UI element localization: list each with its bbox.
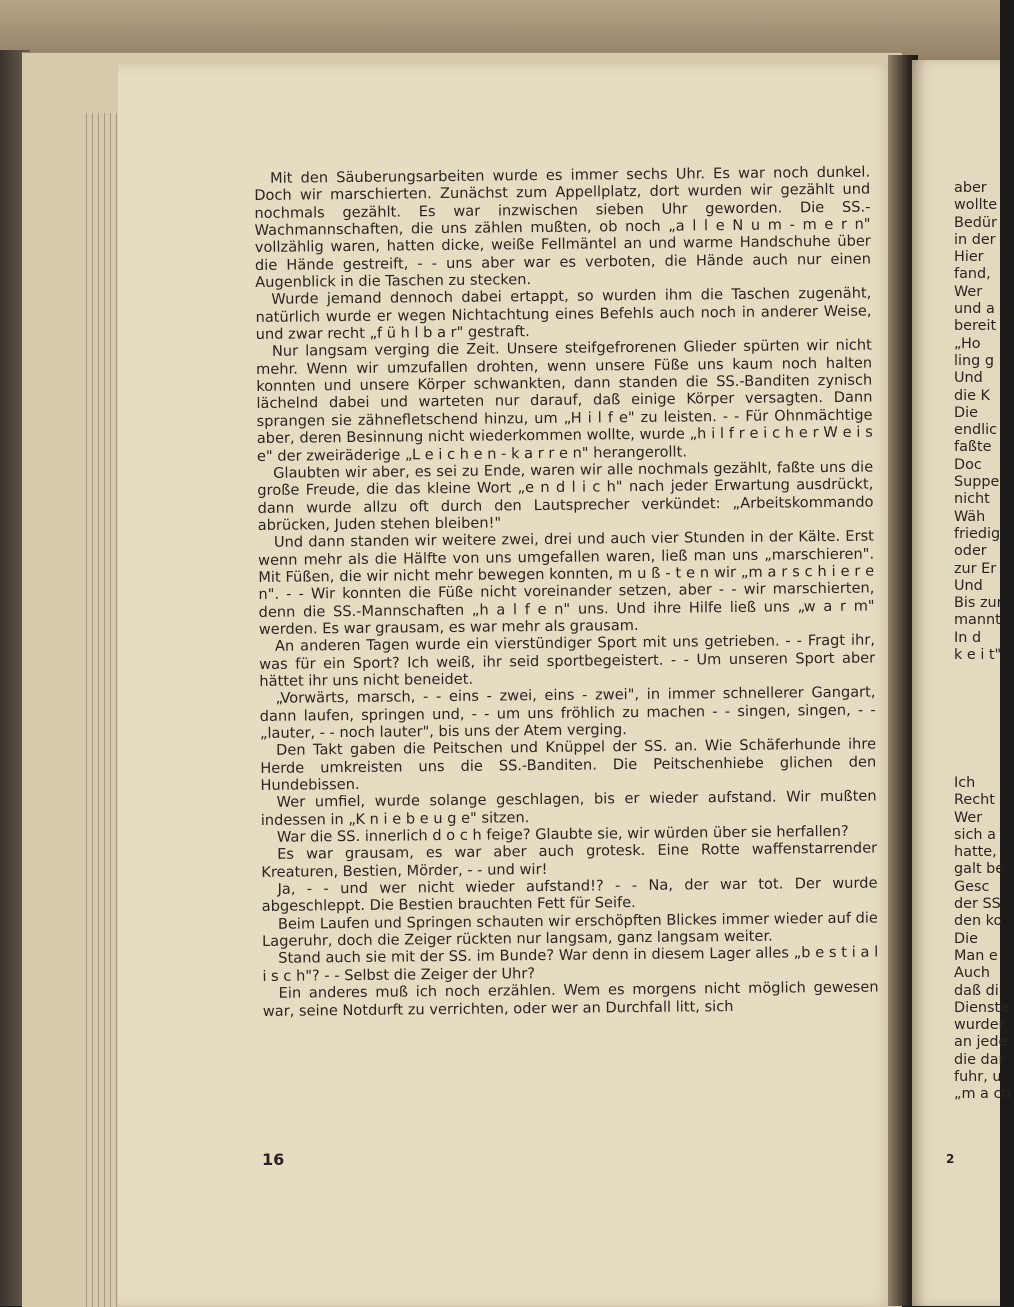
paragraph: Den Takt gaben die Peitschen und Knüppel der SS. an. Wie Schäferhunde ihre Herde umkreisten uns die SS.-Banditen. Die Peitschenhiebe glichen den Hundebissen. <box>260 735 877 794</box>
paragraph: „Vorwärts, marsch, - - eins - zwei, eins - zwei", in immer schnellerer Gangart, dann laufen, springen und, - - um uns fröhlich zu machen - - singen, singen, - - „lauter, - - noch lauter", bis uns der Atem verging. <box>259 683 876 742</box>
right-page-line-fragment: Wer <box>954 283 983 300</box>
paragraph: Und dann standen wir weitere zwei, drei und auch vier Stunden in der Kälte. Erst wenn mehr als die Hälfte von uns umgefallen waren, ließ man uns „marschieren". Mit Füßen, die wir nicht mehr bewegen konnten, m u ß - t e n wir „m a r s c h i e r e n". - - Wir konnten die Füße nicht voreinander setzen, aber - - wir marschierten, denn die SS.-Mannschaften „h a l f e n" uns. Und ihre Hilfe ließ uns „w a r m" werden. Es war grausam, es war mehr als grausam. <box>257 527 875 638</box>
right-page-line-fragment: faßte <box>954 439 992 456</box>
paragraph: War die SS. innerlich d o c h feige? Glaubte sie, wir würden über sie herfallen? <box>276 822 849 846</box>
right-page-line-fragment: hatte, <box>954 844 997 861</box>
right-page-line-fragment: wollte <box>954 197 998 214</box>
right-page-line-fragment: In d <box>954 629 982 646</box>
right-page-line-fragment: sich a <box>954 826 996 843</box>
page-edge <box>104 113 105 1307</box>
right-page-line-fragment: Suppe <box>954 474 1000 491</box>
paragraph: Stand auch sie mit der SS. im Bunde? War denn in diesem Lager alles „b e s t i a l i s c h"? - - Selbst die Zeiger der Uhr? <box>262 943 879 985</box>
right-page-line-fragment: „Ho <box>954 335 981 352</box>
paragraph: An anderen Tagen wurde ein vierstündiger Sport mit uns getrieben. - - Fragt ihr, was für ein Sport? Ich weiß, ihr seid sportbegeistert. - - Um unseren Sport aber hättet ihr uns nicht beneidet. <box>259 631 876 690</box>
paragraph: Wer umfiel, wurde solange geschlagen, bis er wieder aufstand. Wir mußten indessen in „K n i e b e u g e" sitzen. <box>260 787 877 829</box>
right-page-line-fragment: der SS. <box>954 896 1006 913</box>
right-page-line-fragment: nicht <box>954 491 990 508</box>
right-page-line-fragment: Recht <box>954 792 995 809</box>
right-page-line-fragment: an jede <box>954 1034 1008 1051</box>
right-page-line-fragment: wurder <box>954 1017 1005 1034</box>
right-page-line-fragment: Und <box>954 577 983 594</box>
paragraph: Es war grausam, es war aber auch grotesk. Eine Rotte waffenstarrender Kreaturen, Bestien, Mörder, - - und wir! <box>261 839 878 881</box>
right-page-line-fragment: bereit <box>954 318 997 335</box>
right-page-line-fragment: aber <box>954 180 987 196</box>
right-page-line-fragment: fuhr, u <box>954 1069 1002 1086</box>
right-page-text-lower <box>954 775 1014 1104</box>
right-page-line-fragment: endlic <box>954 422 998 439</box>
right-page-line-fragment: die K <box>954 387 990 404</box>
right-page-line-fragment: in der <box>954 231 996 248</box>
right-page-line-fragment: fand, <box>954 266 991 283</box>
page-edge <box>110 113 111 1307</box>
page-edge <box>98 113 99 1307</box>
right-page-number: 2 <box>946 1152 955 1166</box>
right-page-line-fragment: friedig <box>954 525 1001 542</box>
right-page-line-fragment: Hier <box>954 249 984 266</box>
right-page-line-fragment: Bedür <box>954 214 997 231</box>
right-page-line-fragment: Die <box>954 930 978 947</box>
right-page-line-fragment: zur Er <box>954 560 997 577</box>
right-page-line-fragment: Auch <box>954 965 990 982</box>
right-page-line-fragment: mannt <box>954 612 1001 629</box>
right-page-line-fragment: „m a ch <box>954 1086 1011 1103</box>
paragraph: Wurde jemand dennoch dabei ertappt, so wurden ihm die Taschen zugenäht, natürlich wurde er wegen Nichtachtung eines Befehls auch noch in anderer Weise, und zwar recht „f ü h l b a r" gestraft. <box>255 284 872 344</box>
right-page-line-fragment: daß di <box>954 982 999 999</box>
right-page-line-fragment: Und <box>954 370 983 387</box>
right-page-line-fragment: Doc <box>954 456 982 473</box>
paragraph: Ja, - - und wer nicht wieder aufstand!? - - Na, der war tot. Der wurde abgeschleppt. Die Bestien brauchten Fett für Seife. <box>261 874 878 916</box>
right-page-line-fragment: ling g <box>954 352 994 369</box>
page-edge <box>92 113 93 1307</box>
right-page-line-fragment: Man e <box>954 947 998 964</box>
right-page-line-fragment: galt be <box>954 861 1005 878</box>
paragraph: Nur langsam verging die Zeit. Unsere steifgefrorenen Glieder spürten wir nicht mehr. Wenn wir umzufallen drohten, wenn unsere Füße uns kaum noch halten konnten und unsere Körper schwankten, dann standen die SS.-Banditen zynisch lächelnd dabei und warteten nur darauf, daß einige Körper versagten. Dann sprangen sie zähnefletschend hinzu, um „H i l f e" zu leisten. - - Für Ohnmächtige aber, deren Besinnung nicht wiederkommen wollte, wurde „h i l f r e i c h e r W e i s e" der zweiräderige „L e i c h e n - k a r r e n" herangerollt. <box>255 336 873 465</box>
right-page-line-fragment: Wer <box>954 809 983 826</box>
left-page-text <box>254 164 879 1020</box>
right-page-line-fragment: Die <box>954 404 978 421</box>
paragraph: Glaubten wir aber, es sei zu Ende, waren wir alle nochmals gezählt, faßte uns die große Freude, die das kleine Wort „e n d l i c h" nach jeder Erwartung ausdrückt, dann wurde allzu oft durch den Lautsprecher verkündet: „Arbeitskommando abrücken, Juden stehen bleiben!" <box>257 458 874 534</box>
left-page-number: 16 <box>262 1150 285 1169</box>
right-page-line-fragment: oder <box>954 543 987 560</box>
right-page-line-fragment: Gesc <box>954 878 990 895</box>
right-page-line-fragment: k e i t" <box>954 647 1002 664</box>
right-page-line-fragment: und a <box>954 301 995 318</box>
page-edge <box>116 113 117 1307</box>
right-page-text-upper <box>954 180 1014 664</box>
right-page-line-fragment: Wäh <box>954 508 986 525</box>
paragraph: Mit den Säuberungsarbeiten wurde es immer sechs Uhr. Es war noch dunkel. Doch wir marschierten. Zunächst zum Appellplatz, dort wurden wir gezählt und nochmals gezählt. Es war inzwischen sieben Uhr geworden. Die SS.-Wachmannschaften, die uns zählen mußten, ob noch „a l l e N u m - m e r n" vollzählig waren, hatten dicke, weiße Fellmäntel an und warme Handschuhe über die Hände gestreift, - - uns aber war es verboten, die Hände auch nur einen Augenblick in die Taschen zu stecken. <box>254 163 872 292</box>
paragraph: Ein anderes muß ich noch erzählen. Wem es morgens nicht möglich gewesen war, seine Notdurft zu verrichten, oder wer an Durchfall litt, sich <box>262 978 879 1020</box>
right-page-line-fragment: den ko <box>954 913 1003 930</box>
right-page-line-fragment: Ich <box>954 775 976 791</box>
page-edge <box>86 113 87 1307</box>
right-page-line-fragment: Bis zur <box>954 595 1003 612</box>
paragraph: Beim Laufen und Springen schauten wir erschöpften Blickes immer wieder auf die Lageruhr, doch die Zeiger rückten nur langsam, ganz langsam weiter. <box>261 909 878 951</box>
right-page-line-fragment: die dar <box>954 1051 1005 1068</box>
right-page-line-fragment: Dienste <box>954 999 1010 1016</box>
